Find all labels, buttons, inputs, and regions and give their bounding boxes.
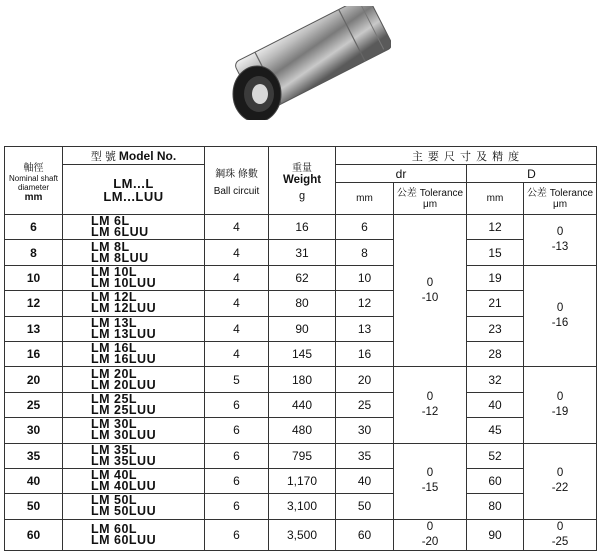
weight-cell: 180 bbox=[269, 367, 336, 392]
dr-mm-cell: 8 bbox=[336, 240, 394, 265]
ball-circuit-cell: 4 bbox=[205, 341, 269, 366]
model-l: LM 60L bbox=[91, 521, 138, 536]
dr-tolerance-cell-lower: -15 bbox=[421, 482, 439, 495]
shaft-diameter-cell: 50 bbox=[5, 494, 63, 519]
model-no-cell bbox=[63, 215, 205, 240]
dr-tolerance-cell-lower: -12 bbox=[421, 405, 439, 418]
D-tolerance-cell-upper: 0 bbox=[556, 520, 564, 533]
ball-circuit-header bbox=[205, 147, 269, 215]
model-l: LM 13L bbox=[91, 315, 138, 330]
model-l: LM 40L bbox=[91, 468, 138, 483]
table-row bbox=[5, 494, 597, 519]
D-mm-cell: 12 bbox=[467, 215, 524, 240]
dr-mm-cell: 25 bbox=[336, 392, 394, 417]
weight-cell: 80 bbox=[269, 291, 336, 316]
dr-mm-cell: 12 bbox=[336, 291, 394, 316]
dr-tolerance-cell bbox=[394, 215, 467, 367]
ball-circuit-cell: 6 bbox=[205, 443, 269, 468]
dr-tolerance-cell-lower: -10 bbox=[421, 291, 439, 304]
dr-mm-cell: 13 bbox=[336, 316, 394, 341]
model-header-en: Model No. bbox=[118, 148, 177, 163]
model-l: LM 8L bbox=[91, 239, 130, 254]
dr-tolerance-cell bbox=[394, 519, 467, 550]
ball-circuit-cell: 5 bbox=[205, 367, 269, 392]
dr-tolerance-cell-upper: 0 bbox=[426, 390, 434, 403]
model-l: LM 50L bbox=[91, 493, 138, 508]
dr-mm-cell: 10 bbox=[336, 265, 394, 290]
D-tol-cjk: 公差 bbox=[526, 187, 547, 199]
model-no-cell bbox=[63, 392, 205, 417]
ball-circuit-cell: 6 bbox=[205, 392, 269, 417]
weight-cell: 62 bbox=[269, 265, 336, 290]
weight-cell: 145 bbox=[269, 341, 336, 366]
model-luu: LM 20LUU bbox=[91, 377, 157, 392]
shaft-diameter-cell: 25 bbox=[5, 392, 63, 417]
model-luu: LM 25LUU bbox=[91, 402, 157, 417]
model-luu: LM 40LUU bbox=[91, 479, 157, 494]
model-luu: LM 35LUU bbox=[91, 453, 157, 468]
D-mm-cell: 90 bbox=[467, 519, 524, 550]
ball-header-en: Ball circuit bbox=[213, 185, 260, 197]
table-row bbox=[5, 341, 597, 366]
model-l: LM 16L bbox=[91, 341, 138, 356]
main-dimensions-header: 主 要 尺 寸 及 精 度 bbox=[336, 147, 597, 165]
dr-mm-cell: 35 bbox=[336, 443, 394, 468]
dr-mm-header: mm bbox=[336, 183, 394, 215]
D-header: D bbox=[467, 165, 597, 183]
table-row bbox=[5, 215, 597, 240]
ball-circuit-cell: 4 bbox=[205, 291, 269, 316]
D-mm-cell: 45 bbox=[467, 418, 524, 443]
weight-header-unit: g bbox=[298, 190, 306, 202]
model-no-cell bbox=[63, 240, 205, 265]
weight-cell: 31 bbox=[269, 240, 336, 265]
model-l: LM 20L bbox=[91, 366, 138, 381]
D-tolerance-cell-lower: -25 bbox=[551, 535, 569, 548]
D-tolerance-cell-lower: -19 bbox=[551, 405, 569, 418]
D-mm-cell: 40 bbox=[467, 392, 524, 417]
weight-cell: 1,170 bbox=[269, 468, 336, 493]
D-mm-cell: 52 bbox=[467, 443, 524, 468]
D-tol-en: Tolerance bbox=[549, 187, 594, 199]
weight-header-en: Weight bbox=[282, 174, 322, 186]
dr-header: dr bbox=[336, 165, 467, 183]
ball-header-cjk: 鋼珠 條數 bbox=[215, 168, 258, 180]
weight-cell: 90 bbox=[269, 316, 336, 341]
model-no-cell bbox=[63, 291, 205, 316]
ball-circuit-cell: 4 bbox=[205, 215, 269, 240]
model-no-cell bbox=[63, 265, 205, 290]
shaft-diameter-cell: 35 bbox=[5, 443, 63, 468]
table-row bbox=[5, 291, 597, 316]
weight-cell: 3,500 bbox=[269, 519, 336, 550]
model-no-cell bbox=[63, 494, 205, 519]
table-row bbox=[5, 265, 597, 290]
ball-circuit-cell: 6 bbox=[205, 494, 269, 519]
shaft-diameter-header bbox=[5, 147, 63, 215]
dr-mm-cell: 40 bbox=[336, 468, 394, 493]
D-tolerance-cell-upper: 0 bbox=[556, 390, 564, 403]
weight-cell: 480 bbox=[269, 418, 336, 443]
ball-circuit-cell: 6 bbox=[205, 468, 269, 493]
model-l: LM 30L bbox=[91, 417, 138, 432]
series-header bbox=[63, 165, 205, 215]
model-luu: LM 16LUU bbox=[91, 352, 157, 367]
model-no-cell bbox=[63, 418, 205, 443]
dr-mm-cell: 50 bbox=[336, 494, 394, 519]
D-mm-cell: 15 bbox=[467, 240, 524, 265]
ball-circuit-cell: 4 bbox=[205, 240, 269, 265]
D-mm-cell: 32 bbox=[467, 367, 524, 392]
ball-circuit-cell: 6 bbox=[205, 418, 269, 443]
dr-mm-cell: 6 bbox=[336, 215, 394, 240]
D-tolerance-cell-upper: 0 bbox=[556, 225, 564, 238]
dr-tolerance-cell-upper: 0 bbox=[426, 276, 434, 289]
D-tolerance-cell bbox=[524, 443, 597, 519]
D-tolerance-cell-lower: -13 bbox=[551, 240, 569, 253]
weight-header bbox=[269, 147, 336, 215]
dr-tol-en: Tolerance bbox=[419, 187, 464, 199]
model-luu: LM 6LUU bbox=[91, 225, 149, 240]
D-tolerance-cell-upper: 0 bbox=[556, 302, 564, 315]
D-tol-unit: μm bbox=[552, 198, 568, 210]
shaft-diameter-cell: 8 bbox=[5, 240, 63, 265]
dr-tolerance-cell-upper: 0 bbox=[426, 520, 434, 533]
model-luu: LM 8LUU bbox=[91, 250, 149, 265]
linear-bearing-image bbox=[213, 6, 391, 120]
shaft-diameter-cell: 40 bbox=[5, 468, 63, 493]
D-tolerance-cell bbox=[524, 367, 597, 443]
D-mm-cell: 19 bbox=[467, 265, 524, 290]
weight-cell: 795 bbox=[269, 443, 336, 468]
dr-tolerance-cell-upper: 0 bbox=[426, 467, 434, 480]
D-mm-cell: 28 bbox=[467, 341, 524, 366]
table-row bbox=[5, 468, 597, 493]
ball-circuit-cell: 4 bbox=[205, 265, 269, 290]
shaft-diameter-cell: 20 bbox=[5, 367, 63, 392]
D-tolerance-cell bbox=[524, 215, 597, 266]
model-l: LM 10L bbox=[91, 264, 138, 279]
model-luu: LM 12LUU bbox=[91, 301, 157, 316]
model-no-cell bbox=[63, 519, 205, 550]
series-luu: LM...LUU bbox=[103, 188, 164, 204]
dr-tolerance-cell-lower: -20 bbox=[421, 535, 439, 548]
model-l: LM 6L bbox=[91, 214, 130, 229]
shaft-diameter-cell: 16 bbox=[5, 341, 63, 366]
table-row bbox=[5, 392, 597, 417]
model-luu: LM 13LUU bbox=[91, 326, 157, 341]
model-no-cell bbox=[63, 367, 205, 392]
dr-tolerance-cell bbox=[394, 443, 467, 519]
dr-tolerance-cell bbox=[394, 367, 467, 443]
dr-mm-cell: 60 bbox=[336, 519, 394, 550]
shaft-header-unit: mm bbox=[24, 191, 43, 203]
dr-mm-cell: 20 bbox=[336, 367, 394, 392]
model-luu: LM 10LUU bbox=[91, 275, 157, 290]
model-luu: LM 30LUU bbox=[91, 428, 157, 443]
D-mm-cell: 80 bbox=[467, 494, 524, 519]
ball-circuit-cell: 6 bbox=[205, 519, 269, 550]
weight-cell: 16 bbox=[269, 215, 336, 240]
model-no-cell bbox=[63, 316, 205, 341]
D-tolerance-cell-lower: -16 bbox=[551, 317, 569, 330]
model-no-header bbox=[63, 147, 205, 165]
table-row bbox=[5, 240, 597, 265]
dr-mm-cell: 30 bbox=[336, 418, 394, 443]
table-row bbox=[5, 316, 597, 341]
dr-tolerance-header bbox=[394, 183, 467, 215]
specification-table bbox=[4, 146, 597, 551]
D-tolerance-cell bbox=[524, 265, 597, 367]
model-luu: LM 60LUU bbox=[91, 532, 157, 547]
shaft-diameter-cell: 13 bbox=[5, 316, 63, 341]
model-l: LM 25L bbox=[91, 391, 138, 406]
shaft-diameter-cell: 10 bbox=[5, 265, 63, 290]
weight-cell: 3,100 bbox=[269, 494, 336, 519]
shaft-diameter-cell: 30 bbox=[5, 418, 63, 443]
dr-tol-cjk: 公差 bbox=[396, 187, 417, 199]
model-no-cell bbox=[63, 341, 205, 366]
shaft-diameter-cell: 60 bbox=[5, 519, 63, 550]
model-no-cell bbox=[63, 443, 205, 468]
model-header-cjk: 型 號 bbox=[90, 150, 116, 163]
shaft-header-cjk: 軸徑 bbox=[23, 162, 44, 174]
D-tolerance-header bbox=[524, 183, 597, 215]
D-mm-cell: 60 bbox=[467, 468, 524, 493]
table-row bbox=[5, 367, 597, 392]
table-row bbox=[5, 418, 597, 443]
D-tolerance-cell-upper: 0 bbox=[556, 467, 564, 480]
D-tolerance-cell-lower: -22 bbox=[551, 482, 569, 495]
shaft-diameter-cell: 6 bbox=[5, 215, 63, 240]
shaft-header-en: Nominal shaft diameter bbox=[9, 173, 58, 192]
series-l: LM...L bbox=[113, 175, 154, 191]
model-no-cell bbox=[63, 468, 205, 493]
dr-mm-cell: 16 bbox=[336, 341, 394, 366]
shaft-diameter-cell: 12 bbox=[5, 291, 63, 316]
ball-circuit-cell: 4 bbox=[205, 316, 269, 341]
weight-header-cjk: 重量 bbox=[292, 163, 312, 174]
dr-tol-unit: μm bbox=[422, 198, 438, 210]
D-mm-cell: 21 bbox=[467, 291, 524, 316]
D-mm-cell: 23 bbox=[467, 316, 524, 341]
model-l: LM 35L bbox=[91, 442, 138, 457]
model-luu: LM 50LUU bbox=[91, 504, 157, 519]
weight-cell: 440 bbox=[269, 392, 336, 417]
D-mm-header: mm bbox=[467, 183, 524, 215]
table-row bbox=[5, 519, 597, 550]
table-row bbox=[5, 443, 597, 468]
D-tolerance-cell bbox=[524, 519, 597, 550]
model-l: LM 12L bbox=[91, 290, 138, 305]
